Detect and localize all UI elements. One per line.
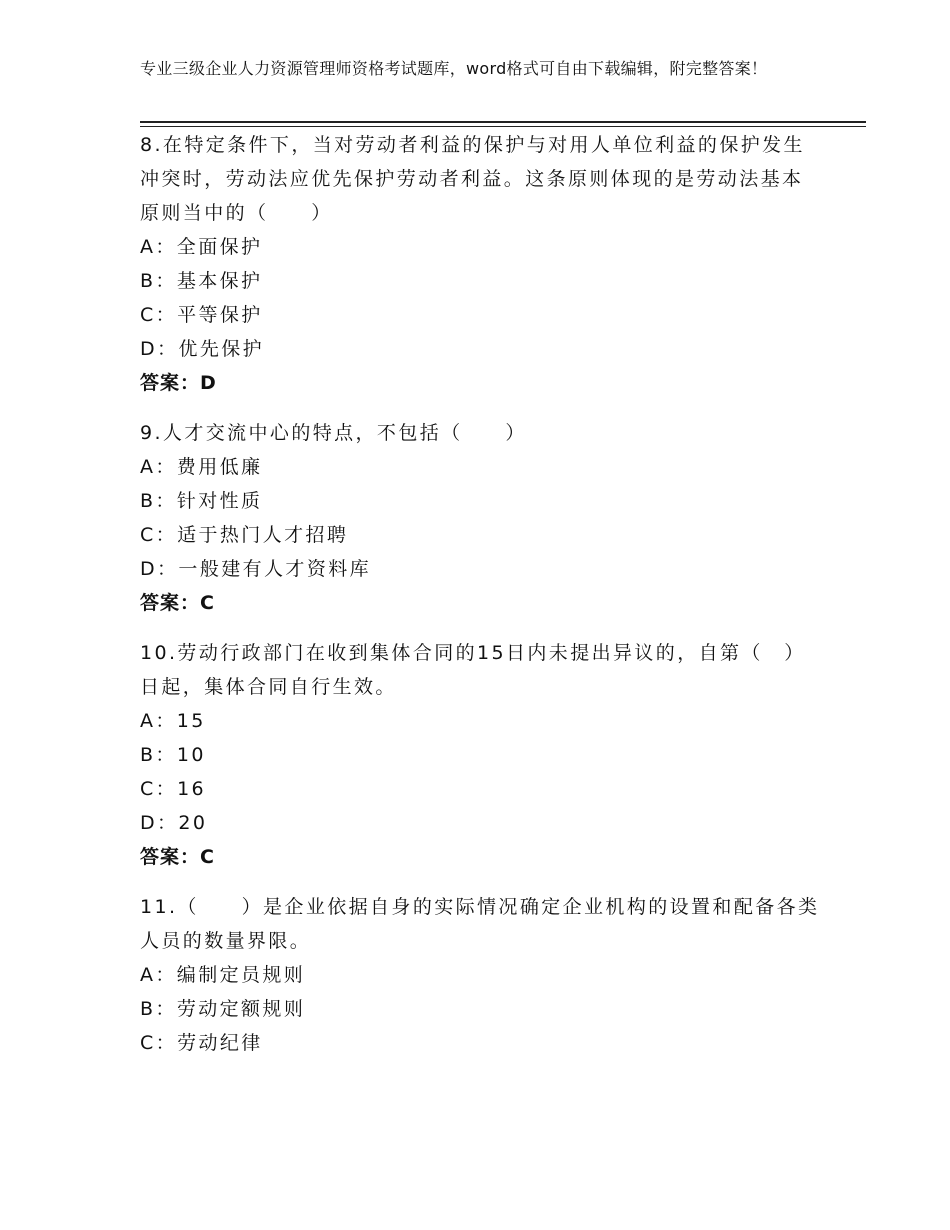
- option-c: C：平等保护: [140, 304, 263, 326]
- question-9: [140, 416, 820, 620]
- answer-text: 答案：C: [140, 592, 215, 614]
- question-11: [140, 890, 820, 1060]
- question-list: [140, 128, 820, 1076]
- answer-text: 答案：D: [140, 372, 217, 394]
- option-d: D：20: [140, 812, 208, 834]
- option-c: C：劳动纪律: [140, 1032, 263, 1054]
- header-divider: [140, 121, 866, 127]
- option-d: D：一般建有人才资料库: [140, 558, 372, 580]
- option-a: A：费用低廉: [140, 456, 263, 478]
- option-a: A：全面保护: [140, 236, 263, 258]
- question-10: [140, 636, 820, 874]
- question-text: 9.人才交流中心的特点，不包括（ ）: [140, 422, 527, 444]
- option-b: B：劳动定额规则: [140, 998, 306, 1020]
- option-c: C：适于热门人才招聘: [140, 524, 349, 546]
- option-b: B：针对性质: [140, 490, 263, 512]
- option-b: B：10: [140, 744, 206, 766]
- question-text: 11.（ ）是企业依据自身的实际情况确定企业机构的设置和配备各类人员的数量界限。: [140, 896, 820, 952]
- question-text: 8.在特定条件下，当对劳动者利益的保护与对用人单位利益的保护发生冲突时，劳动法应优先保护劳动者利益。这条原则体现的是劳动法基本原则当中的（ ）: [140, 134, 805, 224]
- option-a: A：15: [140, 710, 206, 732]
- question-text: 10.劳动行政部门在收到集体合同的15日内未提出异议的，自第（ ）日起，集体合同自行生效。: [140, 642, 806, 698]
- option-b: B：基本保护: [140, 270, 263, 292]
- answer-text: 答案：C: [140, 846, 215, 868]
- option-c: C：16: [140, 778, 207, 800]
- question-8: [140, 128, 820, 400]
- page-header: 专业三级企业人力资源管理师资格考试题库，word格式可自由下载编辑，附完整答案！: [140, 59, 768, 78]
- option-d: D：优先保护: [140, 338, 265, 360]
- option-a: A：编制定员规则: [140, 964, 306, 986]
